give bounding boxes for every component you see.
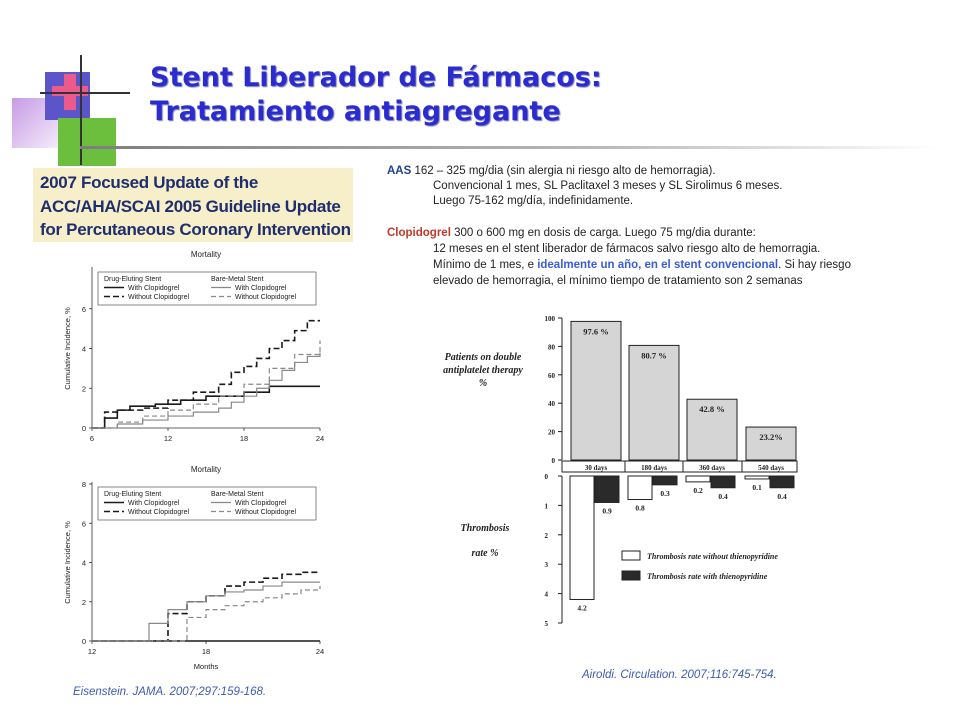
legend-swatch [622,571,640,580]
aas-line2: Convencional 1 mes, SL Paclitaxel 3 meses y SL Sirolimus 6 meses. [433,180,783,192]
antiplatelet-thrombosis-chart [425,308,845,638]
mortality-chart-top [55,245,345,455]
y-axis-label: Cumulative Incidence, % [63,307,72,390]
legend-label: Without Clopidogrel [235,294,297,301]
title-divider [80,146,940,149]
bar-value-label: 0.8 [635,503,645,513]
x-tick-label: 24 [315,434,325,443]
bar-value-label: 0.4 [777,491,787,501]
y-tick-label: 2 [81,384,86,394]
bar-value-label: 0.4 [718,491,728,501]
series-line [92,586,320,641]
x-tick-label: 24 [315,647,325,656]
legend-label: Thrombosis rate without thienopyridine [647,552,778,561]
series-line [92,352,320,428]
y-tick-label: 4 [81,558,86,568]
citation-left: Eisenstein. JAMA. 2007;297:159-168. [73,686,267,698]
bar-value-label: 80.7 % [641,350,667,361]
legend-label: Without Clopidogrel [235,509,297,516]
legend-label: Thrombosis rate with thienopyridine [647,572,768,581]
aas-label: AAS [387,165,412,177]
y-tick-label: 0 [544,473,548,481]
x-axis-label: Months [193,662,219,671]
bar-without [686,476,710,482]
legend-label: With Clopidogrel [235,500,287,507]
y-tick-label: 0 [551,457,555,465]
bar-value-label: 0.3 [660,488,670,498]
bar-without [628,476,652,500]
series-line [92,582,320,641]
banner-line2: ACC/AHA/SCAI 2005 Guideline Update [40,197,341,216]
x-tick-label: 12 [163,434,173,443]
bar-value-label: 0.1 [752,482,762,492]
bar-without [570,476,594,599]
legend-label: Without Clopidogrel [128,509,190,516]
y-tick-label: 100 [544,315,555,323]
bar-value-label: 0.2 [693,485,703,495]
x-tick-label: 6 [89,434,95,443]
chart-title: Mortality [190,250,222,259]
bar-value-label: 97.6 % [583,326,609,337]
bar-without [745,476,769,479]
bar-value-label: 42.8 % [699,404,725,415]
y-tick-label: 60 [548,371,555,380]
clop-label: Clopidogrel [387,227,451,239]
bar-with [595,476,619,502]
clop-text: 300 o 600 mg en dosis de carga. Luego 75 mg/dia durante: [454,227,756,239]
bar-with [770,476,794,488]
legend-label: With Clopidogrel [128,285,180,292]
aas-line1 [387,163,716,179]
y-tick-label: 8 [81,480,86,489]
bottom-chart-title: rate % [471,548,499,559]
y-tick-label: 6 [81,519,86,529]
logo-shape [58,118,116,166]
bar [629,345,679,460]
y-tick-label: 1 [544,502,548,511]
legend-swatch [622,551,640,560]
legend-header: Bare-Metal Stent [211,276,264,283]
top-chart-title: antiplatelet therapy [443,365,523,376]
category-label: 180 days [641,464,667,472]
y-tick-label: 3 [544,561,548,570]
x-tick-label: 12 [87,647,97,656]
bar-value-label: 23.2% [759,432,783,443]
x-tick-label: 18 [201,647,211,656]
banner-line3: for Percutaneous Coronary Intervention [40,220,351,239]
y-tick-label: 5 [544,620,548,628]
legend-header: Drug-Eluting Stent [104,276,162,283]
legend-label: Without Clopidogrel [128,294,190,301]
bar-value-label: 0.9 [602,506,612,516]
category-label: 30 days [584,464,608,472]
top-chart-title: Patients on double [444,352,522,363]
clop-line4: elevado de hemorragia, el mínimo tiempo de tratamiento son 2 semanas [433,275,803,287]
clop-line2: 12 meses en el stent liberador de fármacos salvo riesgo alto de hemorragia. [433,243,821,255]
bar-value-label: 4.2 [577,603,587,613]
chart-title: Mortality [190,465,222,474]
citation-right: Airoldi. Circulation. 2007;116:745-754. [582,669,777,681]
legend-header: Bare-Metal Stent [211,491,264,498]
bar-with [711,476,735,488]
y-tick-label: 6 [81,304,86,314]
y-tick-label: 40 [548,400,555,409]
x-tick-label: 18 [239,434,249,443]
bar-with [653,476,677,485]
slide-title-line1: Stent Liberador de Fármacos: [150,62,602,93]
bottom-chart-title: Thrombosis [460,523,510,534]
y-axis-label: Cumulative Incidence, % [63,521,72,604]
y-tick-label: 2 [544,531,548,540]
category-label: 360 days [699,464,725,472]
clop-line3-highlight: idealmente un año, en el stent convencional [537,259,779,271]
bar [571,321,621,460]
y-tick-label: 4 [81,344,86,354]
category-label: 540 days [758,464,784,472]
clop-line3-a: Mínimo de 1 mes, e [433,259,534,271]
legend-header: Drug-Eluting Stent [104,491,162,498]
mortality-chart-bottom [55,458,345,683]
y-tick-label: 20 [548,428,555,437]
aas-line3: Luego 75-162 mg/día, indefinidamente. [433,195,634,207]
banner-line1: 2007 Focused Update of the [40,173,258,192]
slide-title-line2: Tratamiento antiagregante [150,96,561,127]
series-line [92,341,320,428]
clop-line3-c: . Si hay riesgo [778,259,851,271]
y-tick-label: 80 [548,343,555,352]
y-tick-label: 2 [81,597,86,607]
aas-text: 162 – 325 mg/dia (sin alergia ni riesgo alto de hemorragia). [414,165,716,177]
legend-label: With Clopidogrel [235,285,287,292]
clop-line3 [433,257,851,273]
y-tick-label: 0 [81,424,86,433]
logo-shape [40,92,130,94]
y-tick-label: 4 [544,590,548,599]
guideline-banner [33,168,353,242]
top-chart-title: % [478,378,488,389]
y-tick-label: 0 [81,637,86,646]
legend-label: With Clopidogrel [128,500,180,507]
clop-line1 [387,225,756,241]
